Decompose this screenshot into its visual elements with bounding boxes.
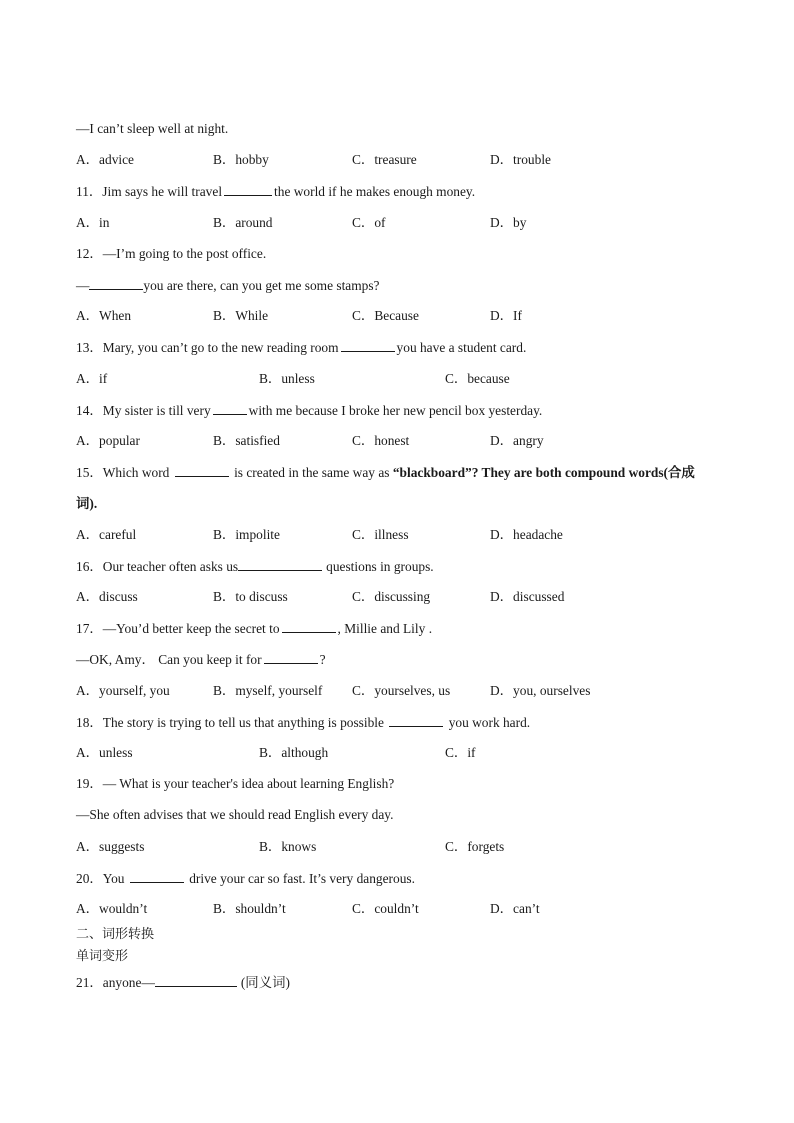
q14-option-a[interactable]: A．popular <box>76 433 140 448</box>
q10-option-b[interactable]: B．hobby <box>213 152 269 167</box>
q20-option-b[interactable]: B．shouldn’t <box>213 901 286 916</box>
q17-options <box>76 683 756 699</box>
q13-stem: 13．Mary, you can’t go to the new reading room you have a student card. <box>76 340 527 355</box>
q14-option-c[interactable]: C．honest <box>352 433 410 448</box>
q13-options <box>76 371 756 387</box>
q18-option-a[interactable]: A．unless <box>76 745 133 760</box>
q11-options <box>76 215 756 231</box>
q13-option-c[interactable]: C．because <box>445 371 510 386</box>
q12-blank <box>89 277 143 290</box>
q20-option-c[interactable]: C．couldn’t <box>352 901 419 916</box>
q20-options <box>76 901 756 917</box>
q15-option-a[interactable]: A．careful <box>76 527 137 542</box>
q18-stem: 18．The story is trying to tell us that anything is possible you work hard. <box>76 715 531 730</box>
q15-option-b[interactable]: B．impolite <box>213 527 280 542</box>
q13-option-a[interactable]: A．if <box>76 371 108 386</box>
q14-option-b[interactable]: B．satisfied <box>213 433 280 448</box>
q11-option-b[interactable]: B．around <box>213 215 273 230</box>
q11-blank <box>224 183 272 196</box>
q11-option-d[interactable]: D．by <box>490 215 527 230</box>
q14-blank <box>213 402 247 415</box>
q19-option-a[interactable]: A．suggests <box>76 839 145 854</box>
q21-stem: 21．anyone— (同义词) <box>76 975 290 990</box>
q19-options <box>76 839 756 855</box>
q18-options <box>76 745 756 761</box>
q17-blank-2 <box>264 651 318 664</box>
q16-stem: 16．Our teacher often asks us questions in groups. <box>76 559 434 574</box>
q18-option-b[interactable]: B．although <box>259 745 329 760</box>
q14-option-d[interactable]: D．angry <box>490 433 544 448</box>
q11-stem: 11．Jim says he will travel the world if he makes enough money. <box>76 184 476 199</box>
q12-dialog-a: 12．—I’m going to the post office. <box>76 246 267 261</box>
q15-option-d[interactable]: D．headache <box>490 527 563 542</box>
q10-option-d[interactable]: D．trouble <box>490 152 551 167</box>
q21-blank[interactable] <box>155 974 237 987</box>
q16-option-d[interactable]: D．discussed <box>490 589 565 604</box>
q12-option-c[interactable]: C．Because <box>352 308 419 323</box>
q20-option-a[interactable]: A．wouldn’t <box>76 901 148 916</box>
q19-option-c[interactable]: C．forgets <box>445 839 505 854</box>
q12-options <box>76 308 756 324</box>
q19-option-b[interactable]: B．knows <box>259 839 317 854</box>
q12-option-a[interactable]: A．When <box>76 308 132 323</box>
q19-dialog-a: 19．— What is your teacher's idea about learning English? <box>76 776 395 791</box>
q12-option-b[interactable]: B．While <box>213 308 269 323</box>
q20-stem: 20．You drive your car so fast. It’s very dangerous. <box>76 871 415 886</box>
q11-option-a[interactable]: A．in <box>76 215 110 230</box>
q15-stem-cont: 词). <box>76 496 98 511</box>
q17-option-b[interactable]: B．myself, yourself <box>213 683 323 698</box>
q14-stem: 14．My sister is till very with me because I broke her new pencil box yesterday. <box>76 403 543 418</box>
q10-options <box>76 152 756 168</box>
q15-options <box>76 527 756 543</box>
q17-option-a[interactable]: A．yourself, you <box>76 683 170 698</box>
q10-option-c[interactable]: C．treasure <box>352 152 417 167</box>
q17-option-c[interactable]: C．yourselves, us <box>352 683 451 698</box>
q19-dialog-b: —She often advises that we should read English every day. <box>76 807 394 822</box>
q17-dialog-b: —OK, Amy． Can you keep it for ? <box>76 652 326 667</box>
q10-dialog-b: —I can’t sleep well at night. <box>76 121 229 136</box>
q16-blank <box>238 558 322 571</box>
q15-option-c[interactable]: C．illness <box>352 527 409 542</box>
q15-stem: 15．Which word is created in the same way as “blackboard”? They are both compound words(合成 <box>76 465 695 480</box>
q15-blank <box>175 464 229 477</box>
q12-dialog-b: — you are there, can you get me some stamps? <box>76 278 380 293</box>
q16-option-c[interactable]: C．discussing <box>352 589 431 604</box>
q10-option-a[interactable]: A．advice <box>76 152 135 167</box>
q20-blank <box>130 870 184 883</box>
q17-option-d[interactable]: D．you, ourselves <box>490 683 591 698</box>
q11-option-c[interactable]: C．of <box>352 215 386 230</box>
q13-blank <box>341 339 395 352</box>
q20-option-d[interactable]: D．can’t <box>490 901 540 916</box>
q18-option-c[interactable]: C．if <box>445 745 476 760</box>
q13-option-b[interactable]: B．unless <box>259 371 315 386</box>
q14-options <box>76 433 756 449</box>
q17-dialog-a: 17．—You’d better keep the secret to , Millie and Lily . <box>76 621 433 636</box>
section-2-subtitle: 单词变形 <box>76 949 129 964</box>
q12-option-d[interactable]: D．If <box>490 308 522 323</box>
q16-option-b[interactable]: B．to discuss <box>213 589 288 604</box>
q17-blank-1 <box>282 620 336 633</box>
q18-blank <box>389 714 443 727</box>
q16-option-a[interactable]: A．discuss <box>76 589 138 604</box>
q16-options <box>76 589 756 605</box>
section-2-title: 二、词形转换 <box>76 927 155 942</box>
